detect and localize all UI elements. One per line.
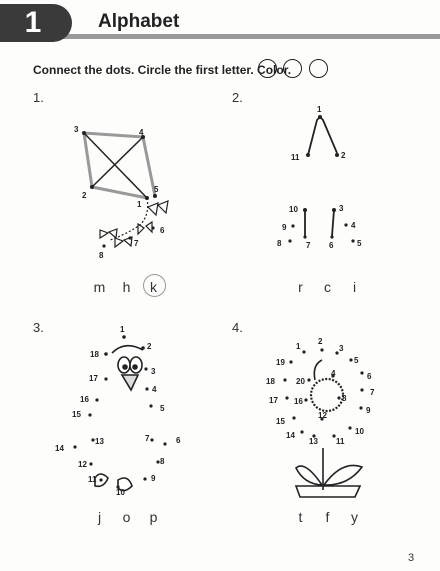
- dot-label: 7: [134, 239, 139, 248]
- letter-t-dots: [266, 337, 375, 446]
- dot-label: 3: [339, 204, 344, 213]
- dot-label: 17: [269, 396, 278, 405]
- dot-label: 14: [55, 444, 64, 453]
- dot-label: 16: [294, 397, 303, 406]
- page-number: 3: [408, 552, 415, 564]
- dot-label: 3: [151, 367, 156, 376]
- exercise-number: 2.: [232, 90, 243, 105]
- dot-label: 4: [331, 369, 336, 378]
- letter-choice[interactable]: r: [298, 279, 303, 295]
- letter-choices: [86, 279, 167, 295]
- letter-choice[interactable]: j: [97, 509, 102, 525]
- instructions-text: Connect the dots. Circle the first letter. Color.: [33, 63, 292, 77]
- letter-j-drawing: [95, 346, 143, 491]
- exercise-number: 4.: [232, 320, 243, 335]
- dot-label: 7: [370, 388, 375, 397]
- letter-r-drawing: [305, 118, 337, 236]
- dot-label: 6: [160, 226, 165, 235]
- dot-label: 4: [351, 221, 356, 230]
- dot-label: 12: [318, 411, 327, 420]
- dot-label: 1: [296, 342, 301, 351]
- dot-label: 10: [116, 488, 125, 497]
- letter-choice[interactable]: o: [122, 509, 131, 525]
- letter-choices: [287, 509, 368, 525]
- dot-label: 11: [88, 475, 97, 484]
- dot-label: 7: [306, 241, 311, 250]
- dot-label: 13: [309, 437, 318, 446]
- dot-label: 1: [137, 200, 142, 209]
- letter-choice[interactable]: p: [149, 509, 158, 525]
- letter-choice[interactable]: f: [325, 509, 330, 525]
- dot-label: 16: [80, 395, 89, 404]
- dot-label: 20: [296, 377, 305, 386]
- dot-label: 7: [145, 434, 150, 443]
- dot-label: 2: [318, 337, 323, 346]
- dot-label: 1: [317, 105, 322, 114]
- dot-label: 18: [266, 377, 275, 386]
- dot-label: 9: [282, 223, 287, 232]
- dot-label: 8: [342, 394, 347, 403]
- dot-label: 15: [276, 417, 285, 426]
- dot-label: 8: [99, 251, 104, 260]
- letter-choice[interactable]: m: [93, 279, 106, 295]
- letter-choice-circled[interactable]: k: [140, 279, 167, 295]
- dot-label: 2: [82, 191, 87, 200]
- letter-choices: [86, 509, 167, 525]
- letter-choice[interactable]: t: [298, 509, 303, 525]
- dot-label: 14: [286, 431, 295, 440]
- dot-label: 5: [357, 239, 362, 248]
- unit-number-badge: 1: [0, 4, 72, 42]
- dot-label: 2: [147, 342, 152, 351]
- dot-label: 9: [151, 474, 156, 483]
- letter-choice[interactable]: y: [351, 509, 358, 525]
- letter-choices: [287, 279, 368, 295]
- dot-label: 6: [329, 241, 334, 250]
- page-title: Alphabet: [98, 11, 180, 32]
- dot-label: 1: [120, 325, 125, 334]
- dot-label: 8: [277, 239, 282, 248]
- dot-label: 15: [72, 410, 81, 419]
- exercise-number: 1.: [33, 90, 44, 105]
- dot-label: 10: [289, 205, 298, 214]
- dot-label: 11: [291, 153, 300, 162]
- exercise-number: 3.: [33, 320, 44, 335]
- dot-label: 6: [176, 436, 181, 445]
- dot-label: 3: [74, 125, 79, 134]
- dot-label: 8: [160, 457, 165, 466]
- letter-t-flower-drawing: [296, 360, 362, 497]
- dot-label: 5: [160, 404, 165, 413]
- letter-choice[interactable]: h: [122, 279, 131, 295]
- dot-label: 10: [355, 427, 364, 436]
- letter-j-dots: [55, 325, 181, 497]
- dot-label: 2: [341, 151, 346, 160]
- dot-label: 19: [276, 358, 285, 367]
- dot-label: 9: [366, 406, 371, 415]
- dot-label: 4: [139, 128, 144, 137]
- dot-label: 5: [354, 356, 359, 365]
- dot-label: 4: [152, 385, 157, 394]
- letter-choice[interactable]: i: [352, 279, 357, 295]
- dot-label: 11: [336, 437, 345, 446]
- dot-label: 6: [367, 372, 372, 381]
- dot-label: 3: [339, 344, 344, 353]
- dot-label: 17: [89, 374, 98, 383]
- dot-label: 13: [95, 437, 104, 446]
- dot-label: 18: [90, 350, 99, 359]
- letter-r-dots: [277, 105, 362, 250]
- dot-label: 12: [78, 460, 87, 469]
- dot-label: 5: [154, 185, 159, 194]
- letter-choice[interactable]: c: [324, 279, 331, 295]
